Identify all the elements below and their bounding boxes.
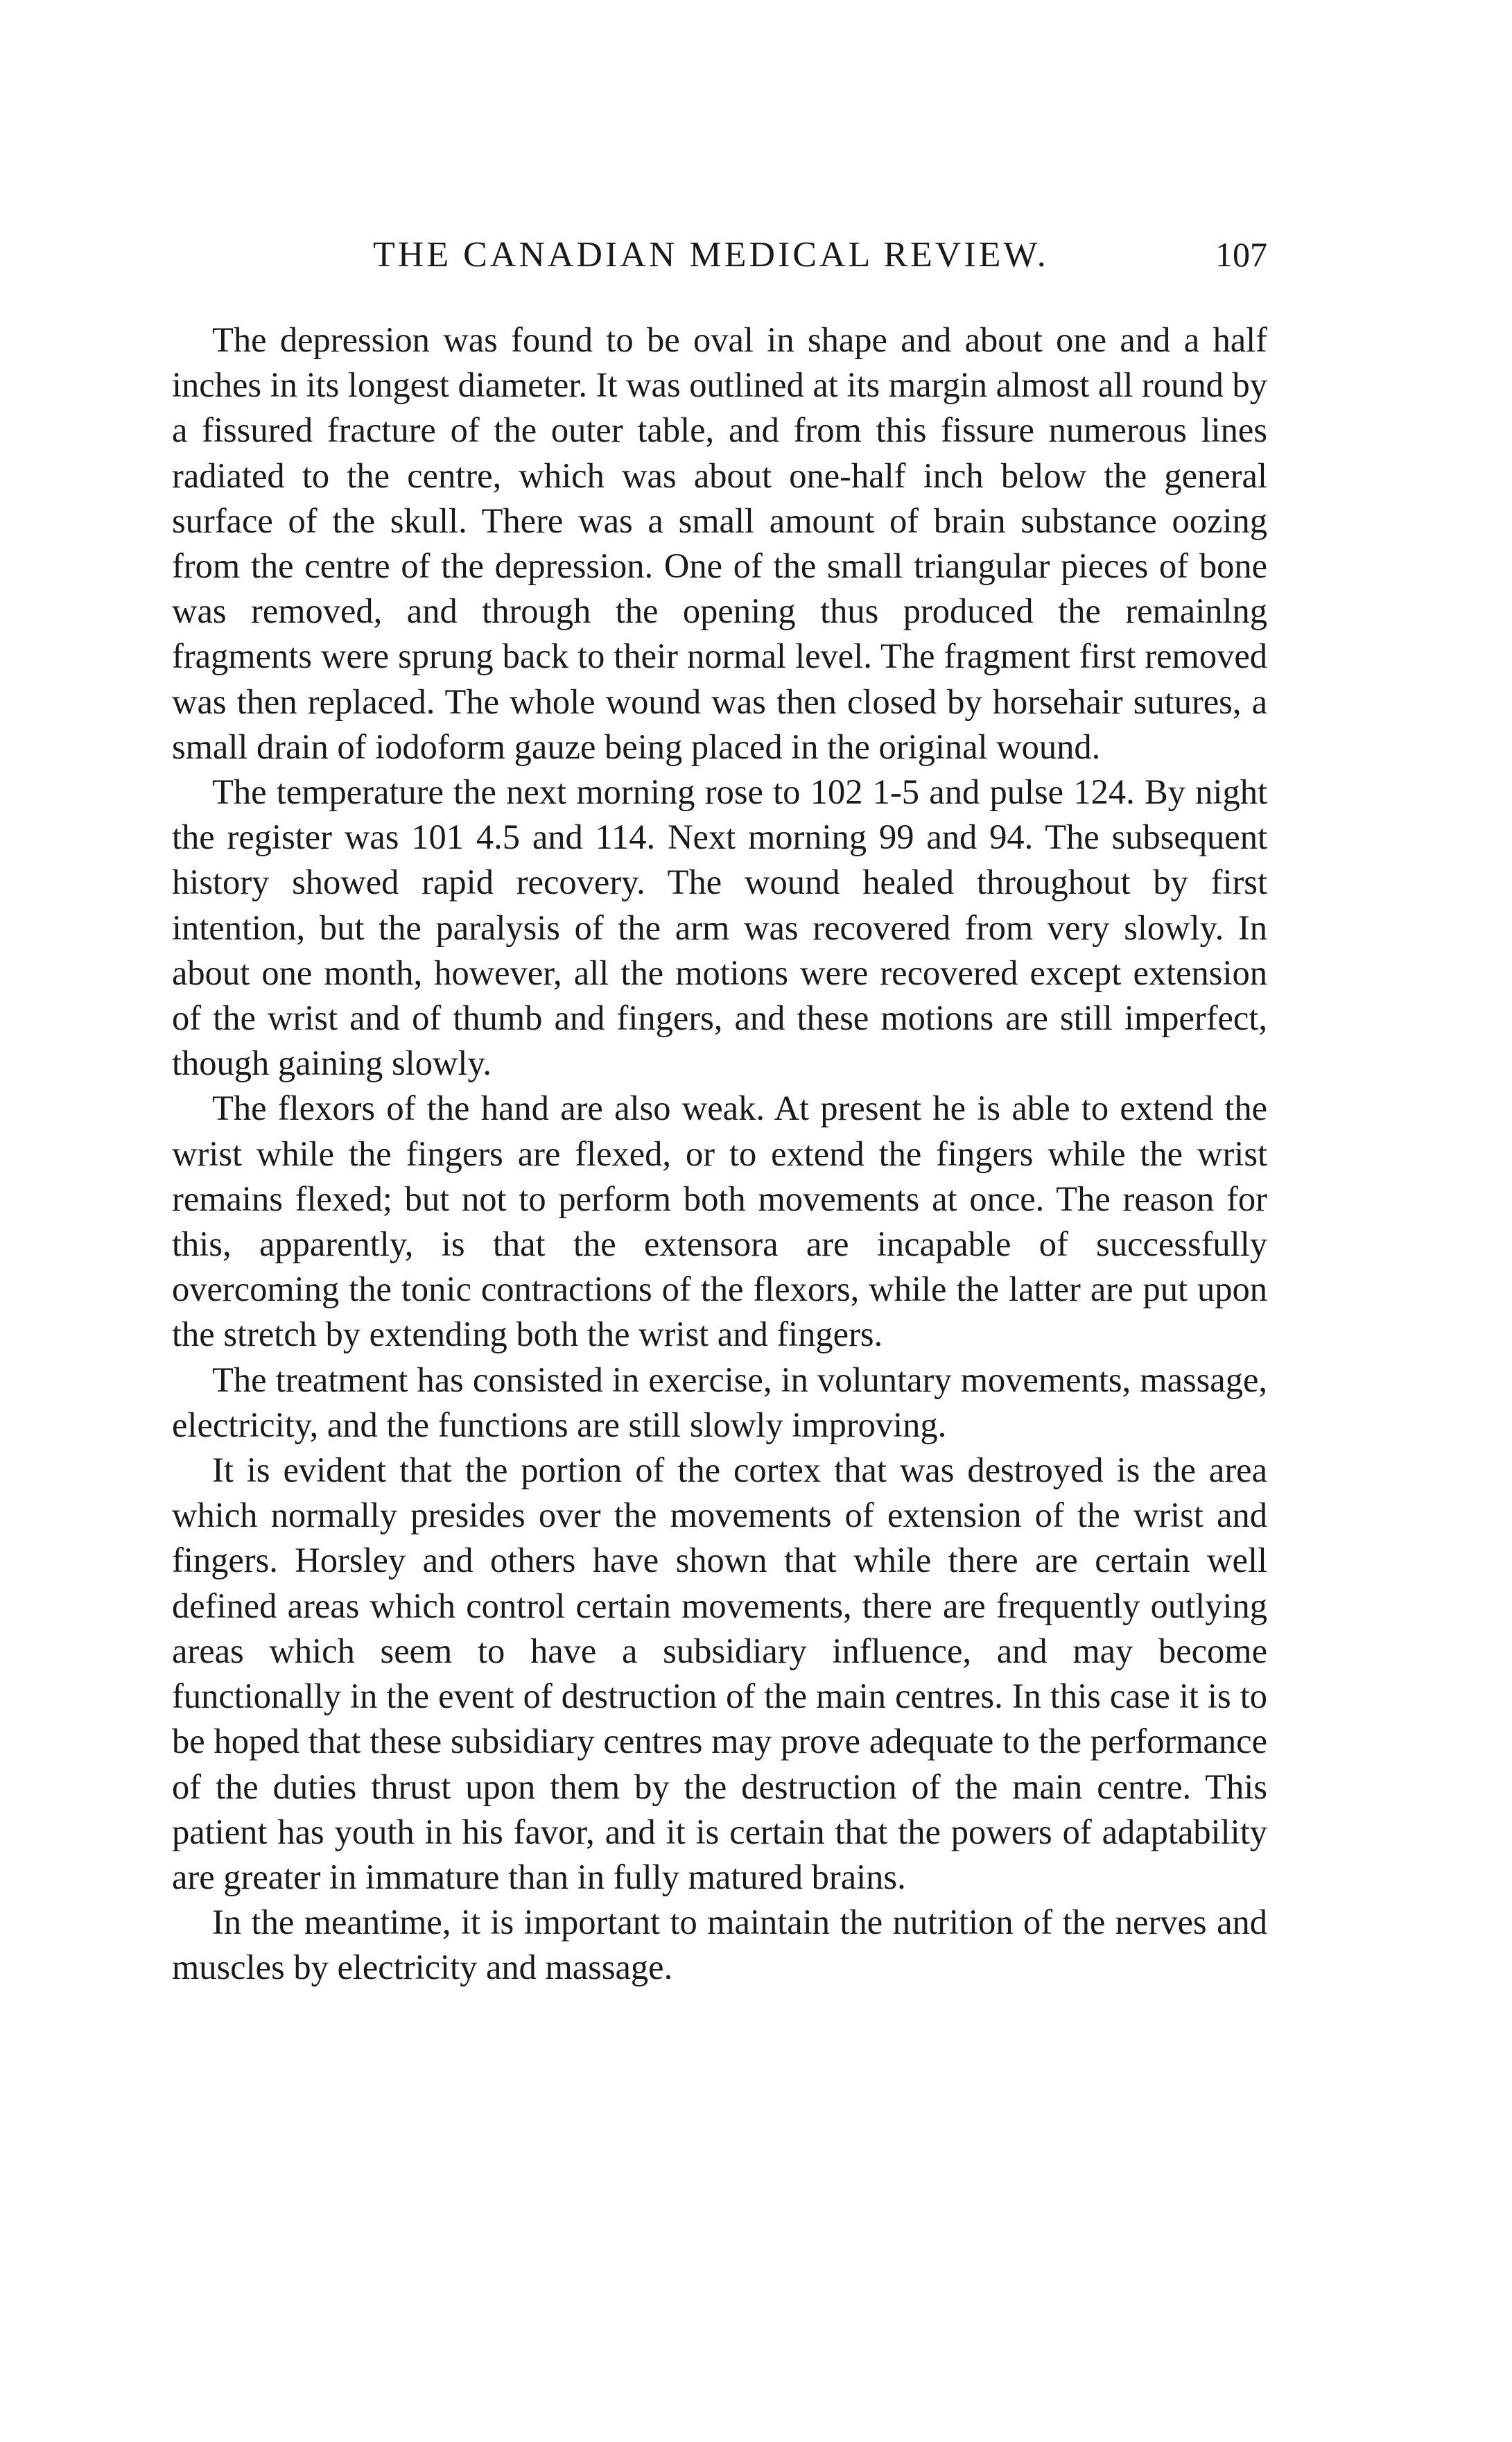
journal-title: THE CANADIAN MEDICAL REVIEW. [373, 235, 1049, 275]
paragraph-meantime: In the meantime, it is important to maintain the nutrition of the nerves and muscles by electricity and massage. [172, 1903, 1267, 1987]
page-number: 107 [1215, 235, 1267, 274]
paragraph-cortex: It is evident that the portion of the cortex that was destroyed is the area which normally presides over the movements of extension of the wrist and fingers. Horsley and others have shown that while there are certain well defined areas which control certain movements, there are frequently outlying areas which seem to have a subsidiary influence, and may become functionally in the event of destruction of the main centres. In this case it is to be hoped that these subsidiary centres may prove adequate to the performance of the duties thrust upon them by the destruction of the main centre. This patient has youth in his favor, and it is certain that the powers of adaptability are greater in immature than in fully matured brains. [172, 1451, 1267, 1896]
paragraph-treatment: The treatment has consisted in exercise, in voluntary movements, massage, electricity, and the functions are still slowly improving. [172, 1360, 1267, 1444]
article-body [172, 318, 1267, 1991]
paragraph-flexors: The flexors of the hand are also weak. At present he is able to extend the wrist while the fingers are flexed, or to extend the fingers while the wrist remains flexed; but not to perform both movements at once. The reason for this, apparently, is that the extensora are incapable of successfully overcoming the tonic contractions of the flexors, while the latter are put upon the stretch by extending both the wrist and fingers. [172, 1089, 1267, 1354]
paragraph-temperature: The temperature the next morning rose to 102 1-5 and pulse 124. By night the register was 101 4.5 and 114. Next morning 99 and 94. The subsequent history showed rapid recovery. The wound healed throughout by first intention, but the paralysis of the arm was recovered from very slowly. In about one month, however, all the motions were recovered except extension of the wrist and of thumb and fingers, and these motions are still imperfect, though gaining slowly. [172, 772, 1267, 1083]
running-head [172, 234, 1267, 279]
paragraph-depression: The depression was found to be oval in shape and about one and a half inches in its longest diameter. It was outlined at its margin almost all round by a fissured fracture of the outer table, and from this fissure numerous lines radiated to the centre, which was about one-half inch below the general surface of the skull. There was a small amount of brain substance oozing from the centre of the depression. One of the small triangular pieces of bone was removed, and through the opening thus produced the remainlng fragments were sprung back to their normal level. The fragment first removed was then replaced. The whole wound was then closed by horsehair sutures, a small drain of iodoform gauze being placed in the original wound. [172, 320, 1267, 766]
